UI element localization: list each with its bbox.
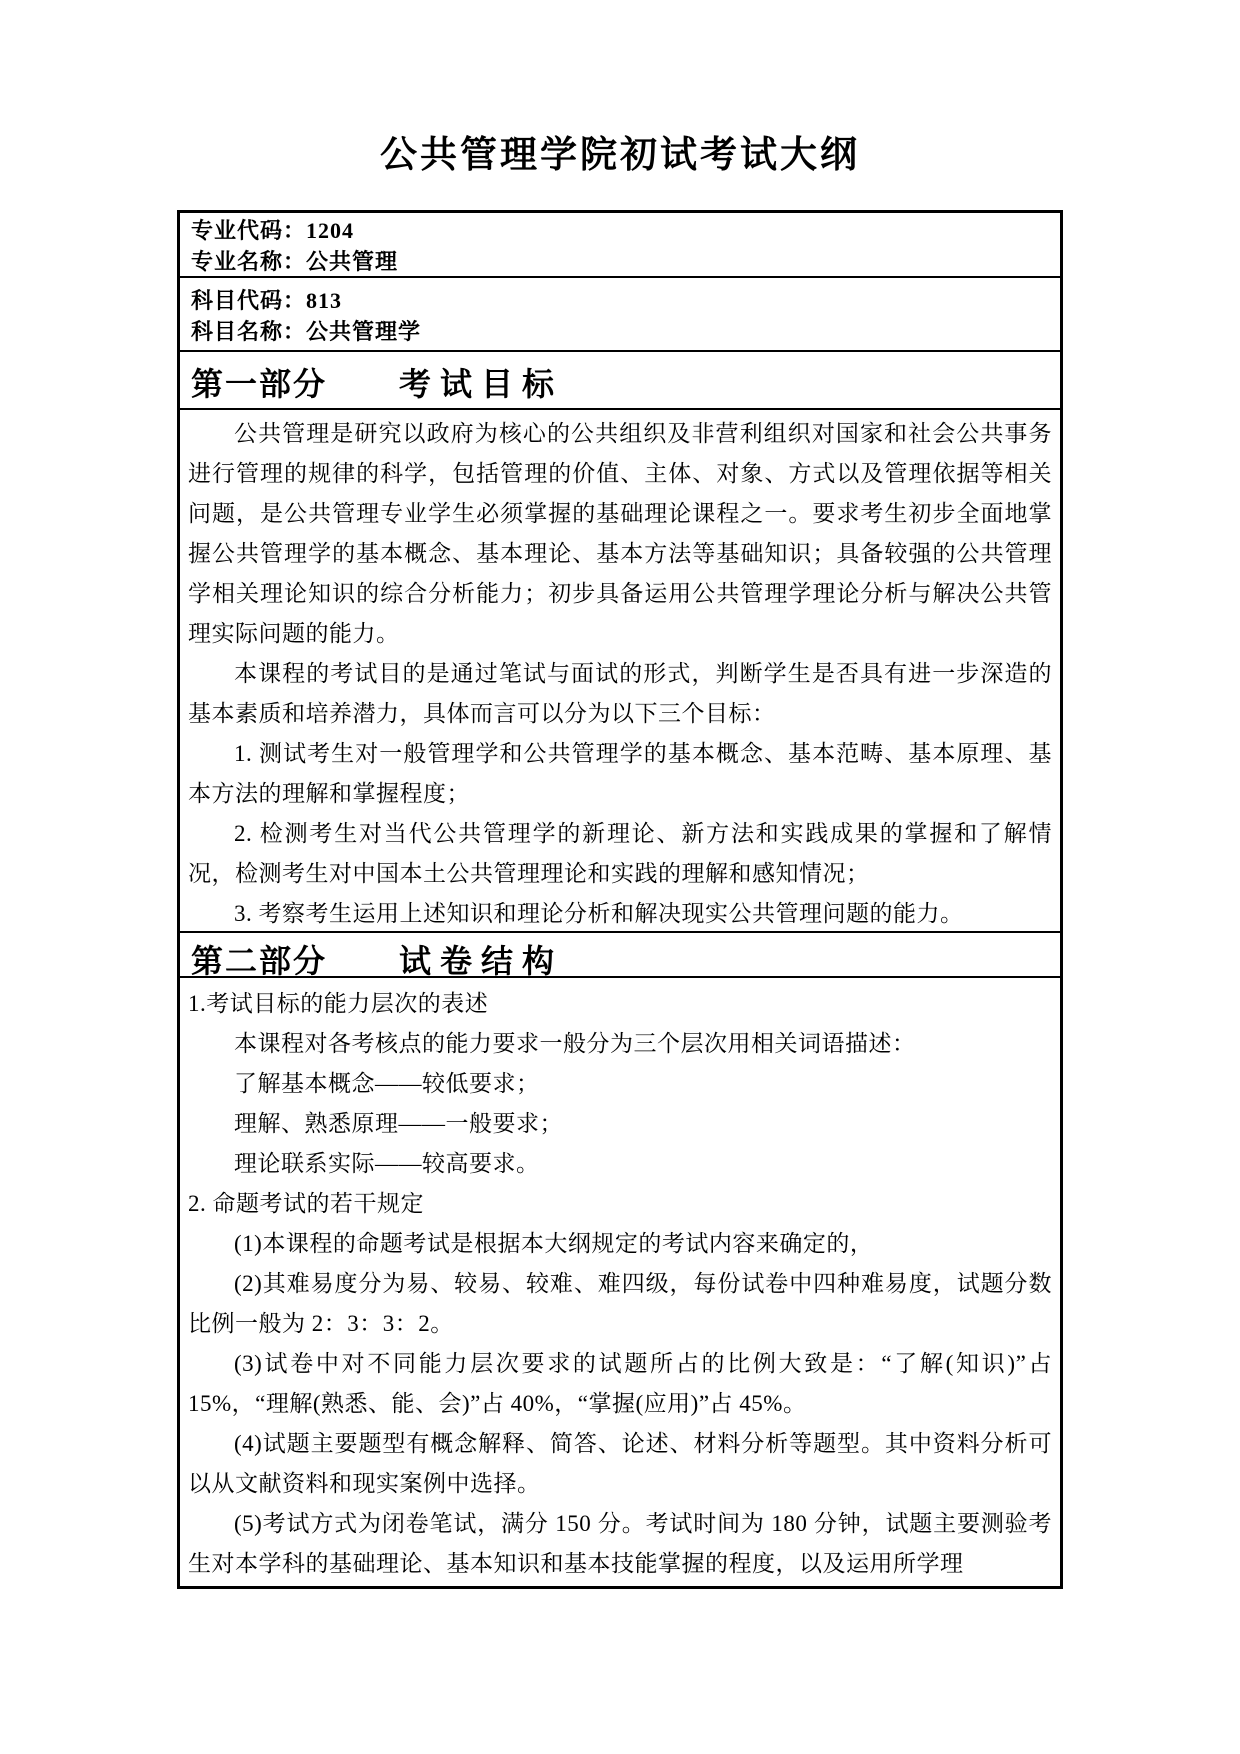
- paragraph: 本课程对各考核点的能力要求一般分为三个层次用相关词语描述：: [234, 1031, 916, 1057]
- program-info-row: [180, 213, 1060, 278]
- paragraph: 理解、熟悉原理——一般要求；: [234, 1111, 563, 1137]
- subject-code: 科目代码：813: [191, 288, 343, 314]
- section2-body: [180, 978, 1060, 1586]
- paragraph: 1. 测试考生对一般管理学和公共管理学的基本概念、基本范畴、基本原理、基本方法的理解和掌握程度；: [188, 741, 1052, 807]
- paragraph: (3)试卷中对不同能力层次要求的试题所占的比例大致是：“了解(知识)”占 15%，“理解(熟悉、能、会)”占 40%，“掌握(应用)”占 45%。: [188, 1351, 1052, 1417]
- program-code: 专业代码：1204: [191, 218, 355, 244]
- section2-heading-part: 第二部分: [191, 943, 328, 979]
- paragraph: 3. 考察考生运用上述知识和理论分析和解决现实公共管理问题的能力。: [234, 901, 964, 927]
- paragraph: 理论联系实际——较高要求。: [234, 1151, 540, 1177]
- exam-outline-table: [177, 210, 1063, 1589]
- page-title: 公共管理学院初试考试大纲: [380, 135, 860, 176]
- paragraph: 了解基本概念——较低要求；: [234, 1071, 540, 1097]
- subject-info-row: [180, 278, 1060, 352]
- section2-heading: [180, 933, 1060, 978]
- section1-heading-part: 第一部分: [191, 366, 328, 403]
- paragraph: 1.考试目标的能力层次的表述: [188, 991, 489, 1017]
- paragraph: 公共管理是研究以政府为核心的公共组织及非营利组织对国家和社会公共事务进行管理的规律的科学，包括管理的价值、主体、对象、方式以及管理依据等相关问题，是公共管理专业学生必须掌握的基础理论课程之一。要求考生初步全面地掌握公共管理学的基本概念、基本理论、基本方法等基础知识；具备较强的公共管理学相关理论知识的综合分析能力；初步具备运用公共管理学理论分析与解决公共管理实际问题的能力。: [188, 421, 1052, 647]
- section1-heading-title: 考试目标: [399, 366, 564, 403]
- paragraph: 本课程的考试目的是通过笔试与面试的形式，判断学生是否具有进一步深造的基本素质和培养潜力，具体而言可以分为以下三个目标：: [188, 661, 1052, 727]
- paragraph: (4)试题主要题型有概念解释、简答、论述、材料分析等题型。其中资料分析可以从文献资料和现实案例中选择。: [188, 1431, 1052, 1497]
- paragraph: 2. 检测考生对当代公共管理学的新理论、新方法和实践成果的掌握和了解情况，检测考生对中国本土公共管理理论和实践的理解和感知情况；: [188, 821, 1052, 887]
- paragraph: 2. 命题考试的若干规定: [188, 1191, 424, 1217]
- section1-body: [180, 410, 1060, 933]
- section2-heading-title: 试卷结构: [399, 943, 564, 979]
- paragraph: (5)考试方式为闭卷笔试，满分 150 分。考试时间为 180 分钟，试题主要测验考生对本学科的基础理论、基本知识和基本技能掌握的程度，以及运用所学理: [188, 1511, 1052, 1577]
- subject-name: 科目名称：公共管理学: [191, 319, 422, 345]
- program-name: 专业名称：公共管理: [191, 249, 399, 275]
- paragraph: (2)其难易度分为易、较易、较难、难四级，每份试卷中四种难易度，试题分数比例一般为 2：3：3：2。: [188, 1271, 1052, 1337]
- paragraph: (1)本课程的命题考试是根据本大纲规定的考试内容来确定的，: [234, 1231, 874, 1257]
- section1-heading: [180, 352, 1060, 410]
